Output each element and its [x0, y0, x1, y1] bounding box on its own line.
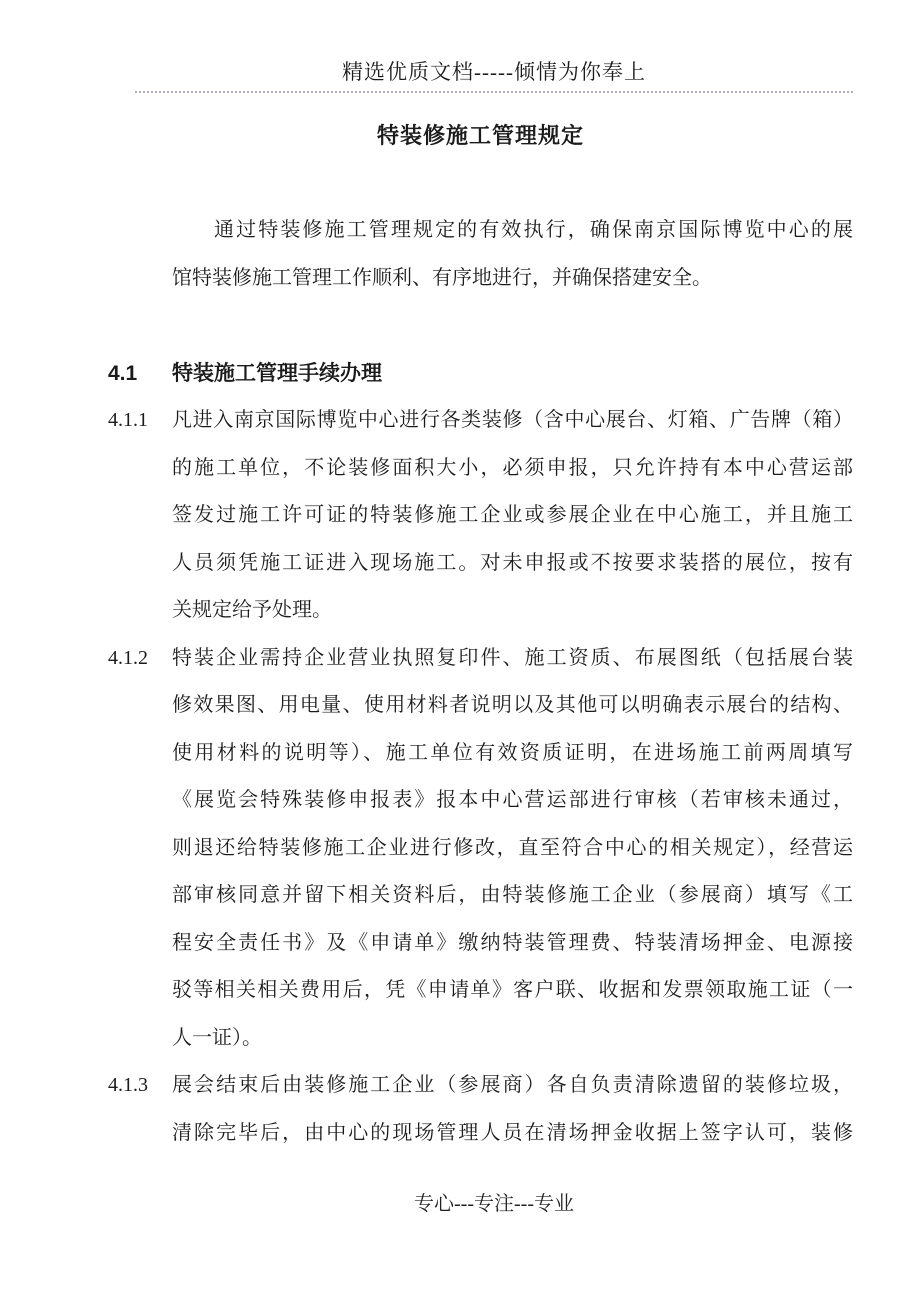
section-heading	[108, 350, 853, 398]
item-line: 清除完毕后，由中心的现场管理人员在清场押金收据上签字认可，装修	[172, 1121, 853, 1144]
item-number: 4.1.2	[108, 646, 148, 669]
numbered-items	[108, 397, 853, 1157]
item-line: 的施工单位，不论装修面积大小，必须申报，只允许持有本中心营运部	[172, 456, 853, 479]
item-line: 部审核同意并留下相关资料后，由特装修施工企业（参展商）填写《工	[172, 884, 853, 906]
item-line: 使用材料的说明等）、施工单位有效资质证明，在进场施工前两周填写	[172, 741, 853, 764]
item-line: 签发过施工许可证的特装修施工企业或参展企业在中心施工，并且施工	[172, 504, 853, 526]
item-text: 特装企业需持企业营业执照复印件、施工资质、布展图纸（包括展台装	[172, 646, 853, 669]
item-number: 4.1.1	[108, 409, 148, 431]
item-line	[108, 1062, 853, 1110]
item-line: 驳等相关相关费用后，凭《申请单》客户联、收据和发票领取施工证（一	[172, 979, 853, 1001]
item-line: 则退还给特装修施工企业进行修改，直至符合中心的相关规定），经营运	[172, 836, 853, 859]
intro-line: 馆特装修施工管理工作顺利、有序地进行，并确保搭建安全。	[172, 266, 712, 289]
item-number: 4.1.3	[108, 1074, 148, 1096]
item-line: 人一证）。	[172, 1026, 262, 1049]
item-text: 凡进入南京国际博览中心进行各类装修（含中心展台、灯箱、广告牌（箱）	[172, 409, 853, 431]
item-line: 修效果图、用电量、使用材料者说明以及其他可以明确表示展台的结构、	[172, 694, 853, 716]
intro-line: 通过特装修施工管理规定的有效执行，确保南京国际博览中心的展	[214, 219, 853, 241]
item-text: 展会结束后由装修施工企业（参展商）各自负责清除遗留的装修垃圾，	[172, 1074, 853, 1096]
header-divider-line	[135, 91, 853, 93]
item-line	[108, 635, 853, 683]
section-title: 特装施工管理手续办理	[172, 361, 382, 385]
intro-paragraph	[108, 207, 853, 302]
item-line: 程安全责任书》及《申请单》缴纳特装管理费、特装清场押金、电源接	[172, 931, 853, 954]
page-footer-text: 专心---专注---专业	[414, 1193, 574, 1215]
item-line	[108, 397, 853, 445]
item-line: 关规定给予处理。	[172, 599, 332, 621]
blank-line	[108, 160, 853, 208]
document-body	[108, 112, 853, 1157]
section-number: 4.1	[108, 361, 138, 385]
blank-line	[108, 302, 853, 350]
page-header-text: 精选优质文档-----倾情为你奉上	[342, 60, 646, 84]
document-title: 特装修施工管理规定	[376, 123, 584, 148]
item-line: 人员须凭施工证进入现场施工。对未申报或不按要求装搭的展位，按有	[172, 551, 853, 574]
item-line: 《展览会特殊装修申报表》报本中心营运部进行审核（若审核未通过，	[172, 789, 853, 811]
